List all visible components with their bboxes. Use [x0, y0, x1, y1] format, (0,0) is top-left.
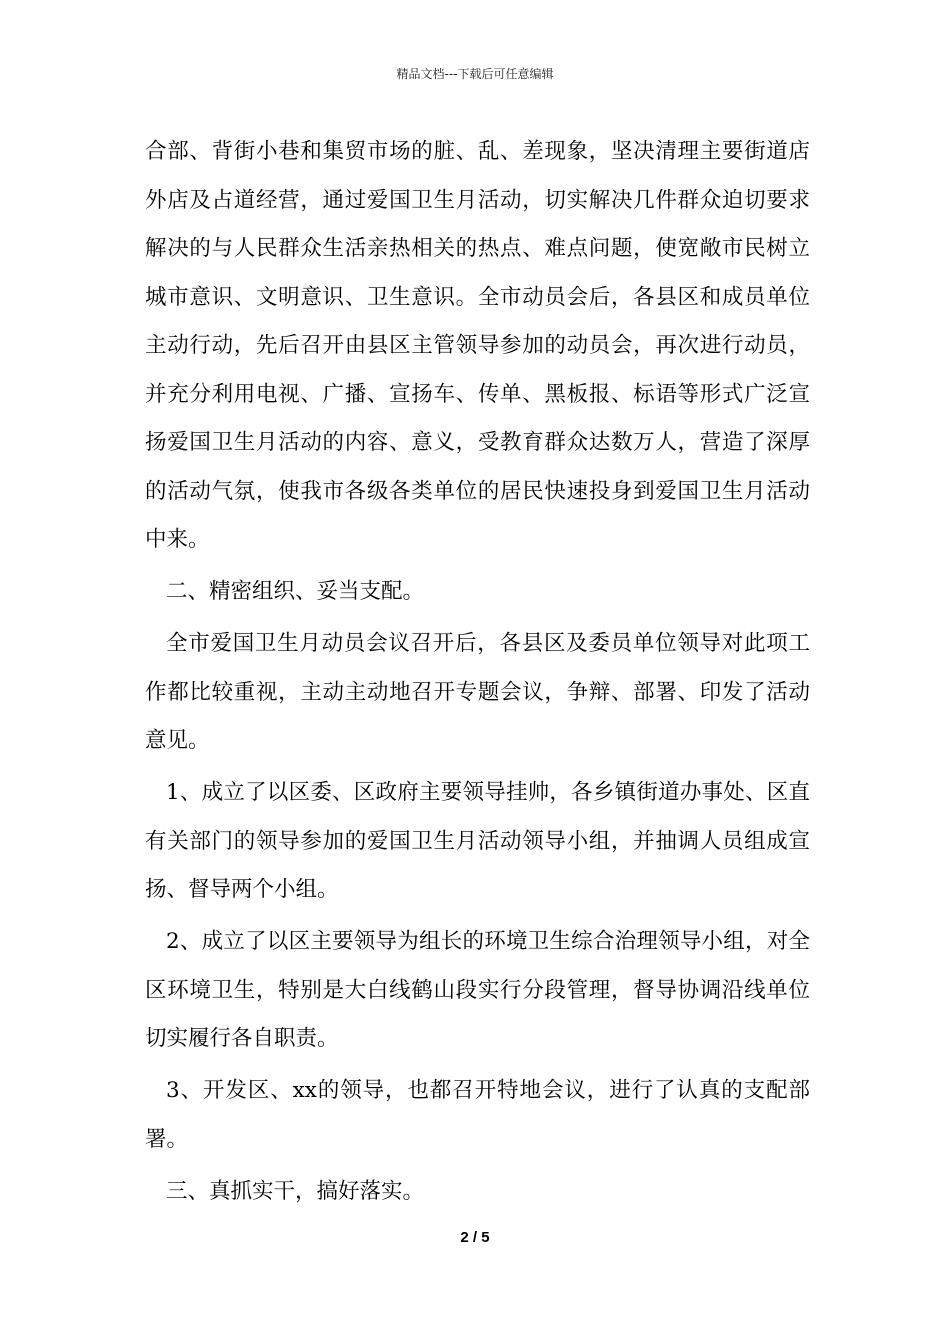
list-item-2: 2、成立了以区主要领导为组长的环境卫生综合治理领导小组，对全区环境卫生，特别是大白线鹤山段实行分段管理，督导协调沿线单位切实履行各自职责。: [145, 929, 810, 1051]
paragraph-continuation: 合部、背街小巷和集贸市场的脏、乱、差现象，坚决清理主要街道店外店及占道经营，通过爱国卫生月活动，切实解决几件群众迫切要求解决的与人民群众生活亲热相关的热点、难点问题，使宽敞市民树立城市意识、文明意识、卫生意识。全市动员会后，各县区和成员单位主动行动，先后召开由县区主管领导参加的动员会，再次进行动员，并充分利用电视、广播、宣扬车、传单、黑板报、标语等形式广泛宣扬爱国卫生月活动的内容、意义，受教育群众达数万人，营造了深厚的活动气氛，使我市各级各类单位的居民快速投身到爱国卫生月活动中来。: [145, 139, 810, 552]
list-item-3: 3、开发区、xx的领导，也都召开特地会议，进行了认真的支配部署。: [145, 1078, 810, 1152]
list-item-1: 1、成立了以区委、区政府主要领导挂帅，各乡镇街道办事处、区直有关部门的领导参加的爱国卫生月活动领导小组，并抽调人员组成宣扬、督导两个小组。: [145, 780, 810, 902]
page-number: 2 / 5: [460, 1229, 490, 1246]
section-heading-3: 三、真抓实干，搞好落实。: [166, 1178, 425, 1204]
document-body: [145, 128, 810, 1216]
paragraph-meeting: 全市爱国卫生月动员会议召开后，各县区及委员单位领导对此项工作都比较重视，主动主动地召开专题会议，争辩、部署、印发了活动意见。: [145, 631, 810, 753]
page-header: 精品文档---下载后可任意编辑: [396, 67, 554, 81]
section-heading-2: 二、精密组织、妥当支配。: [166, 579, 425, 604]
